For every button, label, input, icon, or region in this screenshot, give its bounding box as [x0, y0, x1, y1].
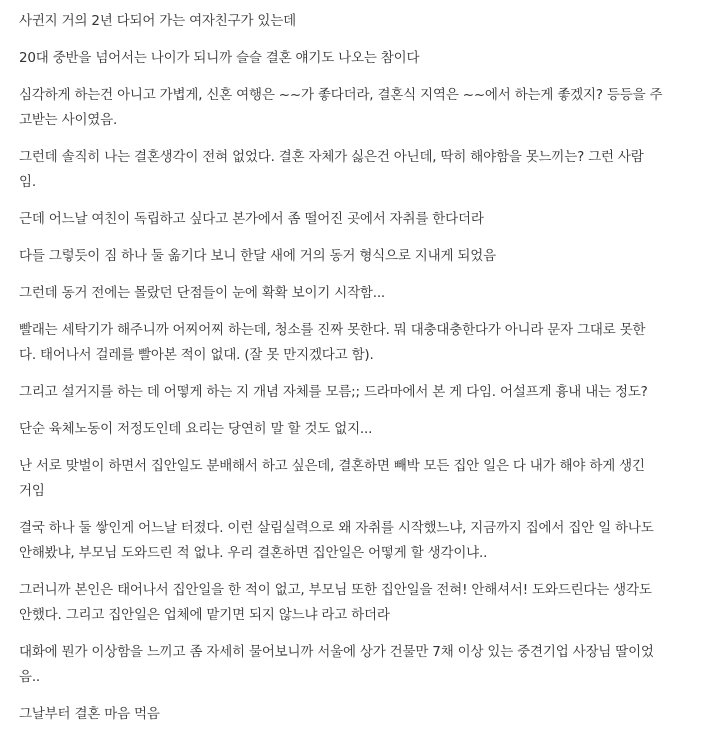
text-line: 안해봤냐, 부모님 도와드린 적 없냐. 우리 결혼하면 집안일은 어떻게 할 생각이냐..	[19, 545, 488, 561]
text-line: 고받는 사이였음.	[19, 112, 118, 128]
text-line: 임.	[19, 174, 36, 190]
text-line: 거임	[19, 483, 45, 499]
text-line: 그런데 동거 전에는 몰랐던 단점들이 눈에 확확 보이기 시작함...	[19, 285, 386, 301]
paragraph-7	[19, 281, 705, 306]
text-line: 그런데 솔직히 나는 결혼생각이 전혀 없었다. 결혼 자체가 싫은건 아닌데, 딱히 해야함을 못느끼는? 그런 사람	[19, 149, 644, 165]
text-line: 20대 중반을 넘어서는 나이가 되니까 슬슬 결혼 얘기도 나오는 참이다	[19, 50, 420, 66]
paragraph-12	[19, 516, 705, 566]
text-line: 사귄지 거의 2년 다되어 가는 여자친구가 있는데	[19, 13, 296, 29]
paragraph-11	[19, 454, 705, 504]
text-line: 대화에 뭔가 이상함을 느끼고 좀 자세히 물어보니까 서울에 상가 건물만 7채 이상 있는 중견기업 사장님 딸이었	[19, 644, 654, 660]
paragraph-2	[19, 46, 705, 71]
text-line: 안했다. 그리고 집안일은 업체에 맡기면 되지 않느냐 라고 하더라	[19, 607, 390, 623]
text-line: 다. 태어나서 걸레를 빨아본 적이 없대. (잘 못 만지겠다고 함).	[19, 347, 374, 363]
paragraph-3	[19, 83, 705, 133]
text-line: 근데 어느날 여친이 독립하고 싶다고 본가에서 좀 떨어진 곳에서 자취를 한다더라	[19, 211, 484, 227]
text-line: 그리고 설거지를 하는 데 어떻게 하는 지 개념 자체를 모름;; 드라마에서 본 게 다임. 어설프게 흉내 내는 정도?	[19, 384, 648, 400]
paragraph-15	[19, 702, 705, 727]
text-line: 다들 그렇듯이 짐 하나 둘 옮기다 보니 한달 새에 거의 동거 형식으로 지내게 되었음	[19, 248, 496, 264]
paragraph-9	[19, 380, 705, 405]
paragraph-14	[19, 640, 705, 690]
text-line: 그날부터 결혼 마음 먹음	[19, 706, 160, 722]
text-line: 그러니까 본인은 태어나서 집안일을 한 적이 없고, 부모님 또한 집안일을 전혀! 안해셔서! 도와드린다는 생각도	[19, 582, 652, 598]
text-line: 음..	[19, 669, 41, 685]
paragraph-10	[19, 417, 705, 442]
paragraph-13	[19, 578, 705, 628]
text-line: 빨래는 세탁기가 해주니까 어찌어찌 하는데, 청소를 진짜 못한다. 뭐 대충대충한다가 아니라 문자 그대로 못한	[19, 322, 646, 338]
paragraph-6	[19, 244, 705, 269]
text-line: 난 서로 맞벌이 하면서 집안일도 분배해서 하고 싶은데, 결혼하면 빼박 모든 집안 일은 다 내가 해야 하게 생긴	[19, 458, 645, 474]
paragraph-1	[19, 9, 705, 34]
paragraph-5	[19, 207, 705, 232]
paragraph-8	[19, 318, 705, 368]
paragraph-4	[19, 145, 705, 195]
text-line: 단순 육체노동이 저정도인데 요리는 당연히 말 할 것도 없지...	[19, 421, 373, 437]
text-line: 결국 하나 둘 쌓인게 어느날 터졌다. 이런 살림실력으로 왜 자취를 시작했느냐, 지금까지 집에서 집안 일 하나도	[19, 520, 654, 536]
text-line: 심각하게 하는건 아니고 가볍게, 신혼 여행은 ~~가 좋다더라, 결혼식 지역은 ~~에서 하는게 좋겠지? 등등을 주	[19, 87, 663, 103]
post-body	[19, 9, 705, 739]
